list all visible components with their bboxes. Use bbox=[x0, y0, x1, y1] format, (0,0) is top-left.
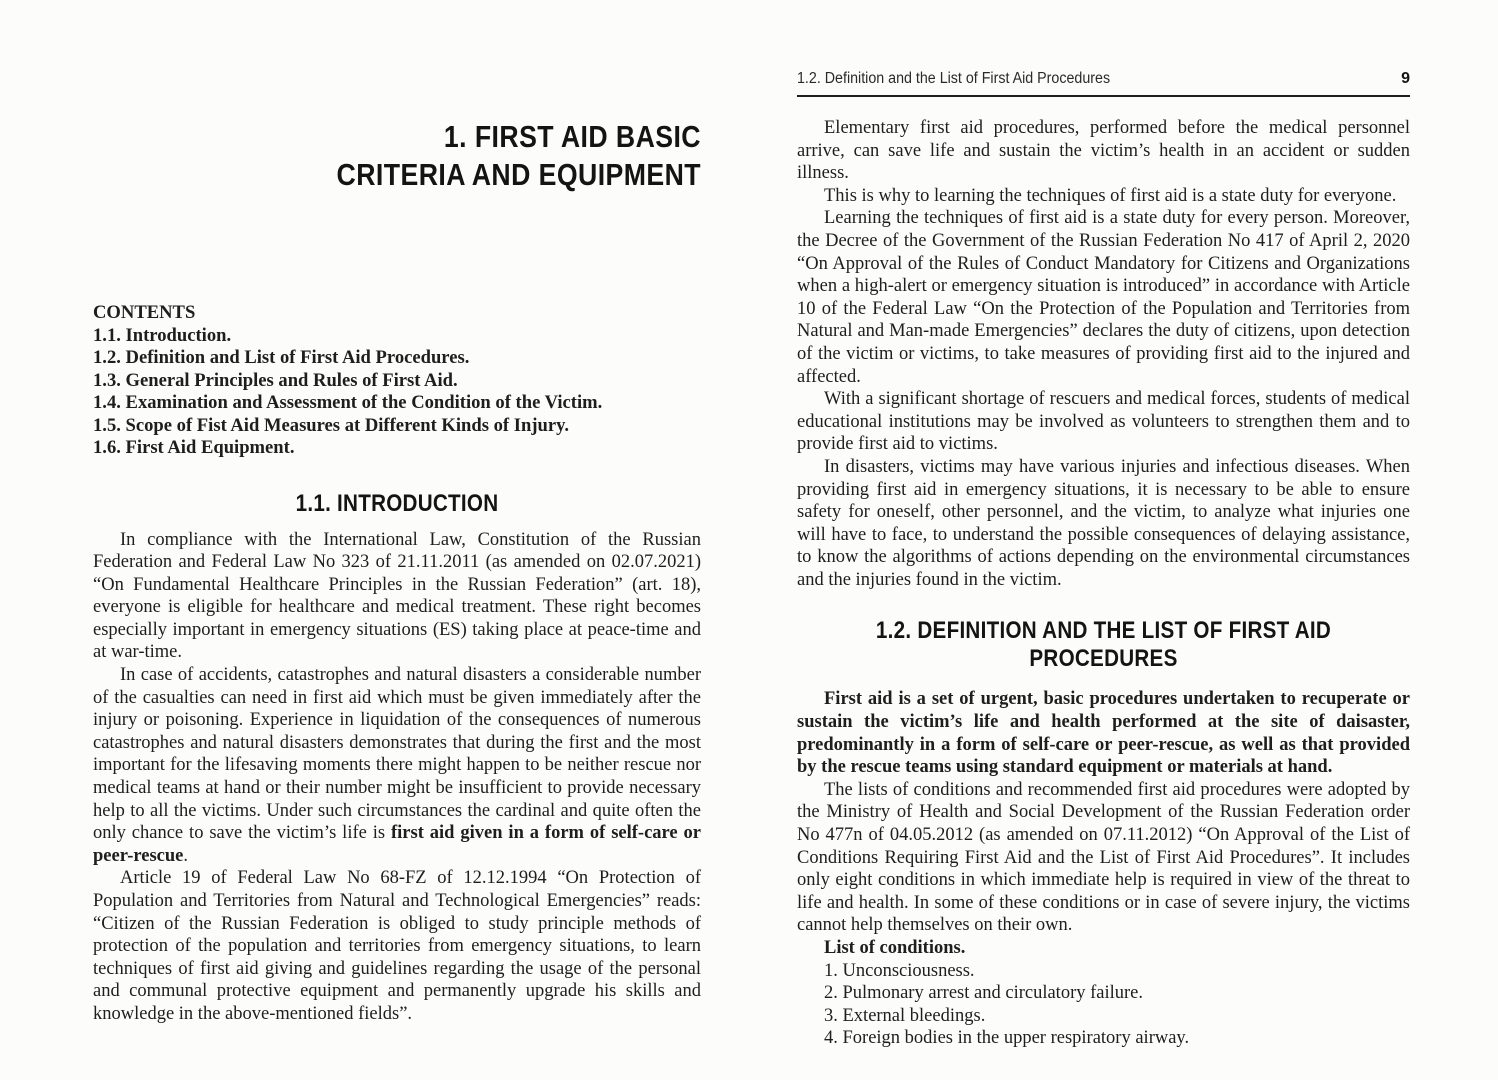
condition-item-4: 4. Foreign bodies in the upper respiratory airway. bbox=[824, 1028, 1190, 1049]
condition-item-1: 1. Unconsciousness. bbox=[824, 960, 975, 981]
contents-item-1-3: 1.3. General Principles and Rules of First Aid. bbox=[93, 369, 458, 391]
paragraph-accidents-text: In case of accidents, catastrophes and natural disasters a considerable number of the casualties can need in first aid which must be given immediately after the injury or poisoning. Experience in liquidation of the consequences of numerous catastrophes and natural disasters demonstrates that during the first and the most important for the lifesaving moments there might happen to be neither rescue nor medical teams at hand or their number might be insufficient to provide necessary help to all the victims. Under such circumstances the cardinal and quite often the only chance to save the victim’s life is bbox=[93, 665, 701, 844]
contents-item-1-6: 1.6. First Aid Equipment. bbox=[93, 437, 295, 458]
paragraph-accidents bbox=[93, 664, 701, 867]
paragraph-order-477n: The lists of conditions and recommended first aid procedures were adopted by the Ministry of Health and Social Development of the Russian Federation order No 477n of 04.05.2012 (as amended on 07.11.2012) “On Approval of the List of Conditions Requiring First Aid and the List of First Aid Procedures”. It includes only eight conditions in which immediate help is required in view of the threat to life and health. In some of these conditions or in case of severe injury, the victims cannot help themselves on their own. bbox=[797, 779, 1410, 936]
chapter-title bbox=[178, 118, 701, 194]
section-heading-definition: 1.2. DEFINITION AND THE LIST OF FIRST AID PROCEDURES bbox=[875, 617, 1332, 673]
condition-item-2: 2. Pulmonary arrest and circulatory failure. bbox=[824, 983, 1144, 1004]
running-header bbox=[797, 70, 1410, 97]
contents-item-1-5: 1.5. Scope of Fist Aid Measures at Different Kinds of Injury. bbox=[93, 414, 570, 436]
paragraph-accidents-bold-phrase: first aid given in a form of self-care or peer-rescue bbox=[93, 823, 701, 866]
running-header-title: 1.2. Definition and the List of First Aid Procedures bbox=[797, 70, 1111, 87]
paragraph-decree-417: Learning the techniques of first aid is a state duty for every person. Moreover, the Decree of the Government of the Russian Federation No 417 of April 2, 2020 “On Approval of the Rules of Conduct Mandatory for Citizens and Organizations when a high-alert or emergency situation is introduced” in accordance with Article 10 of the Federal Law “On the Protection of the Population and Territories from Natural and Man-made Emergencies” declares the duty of citizens, upon detection of the victim or victims, to take measures of providing first aid to the injured and affected. bbox=[797, 208, 1410, 387]
right-page bbox=[797, 0, 1410, 1050]
paragraph-state-duty: This is why to learning the techniques of first aid is a state duty for everyone. bbox=[824, 185, 1397, 206]
paragraph-elementary: Elementary first aid procedures, performed before the medical personnel arrive, can save life and sustain the victim’s health in an accident or sudden illness. bbox=[797, 118, 1410, 184]
conditions-list-label: List of conditions. bbox=[824, 938, 966, 958]
left-page bbox=[93, 0, 701, 1026]
chapter-title-line1: 1. FIRST AID BASIC bbox=[443, 119, 701, 154]
section-heading-introduction: 1.1. INTRODUCTION bbox=[295, 489, 499, 517]
paragraph-compliance: In compliance with the International Law, Constitution of the Russian Federation and Federal Law No 323 of 21.11.2011 (as amended on 02.07.2021) “On Fundamental Healthcare Principles in the Russian Federation” (art. 18), everyone is eligible for healthcare and medical treatment. These right becomes especially important in emergency situations (ES) taking place at peace-time and at war-time. bbox=[93, 529, 701, 663]
paragraph-volunteers: With a significant shortage of rescuers and medical forces, students of medical educational institutions may be involved as volunteers to strengthen them and to provide first aid to victims. bbox=[797, 389, 1410, 455]
paragraph-first-aid-definition: First aid is a set of urgent, basic procedures undertaken to recuperate or sustain the victim’s life and health performed at the site of daisaster, predominantly in a form of self-care or peer-rescue, as well as that provided by the rescue teams using standard equipment or materials at hand. bbox=[797, 689, 1410, 778]
left-page-body bbox=[93, 529, 701, 1026]
contents-item-1-1: 1.1. Introduction. bbox=[93, 324, 232, 346]
paragraph-article19: Article 19 of Federal Law No 68-FZ of 12.12.1994 “On Protection of Population and Territories from Natural and Technological Emergencies” reads: “Citizen of the Russian Federation is obliged to study principle methods of protection of the population and territories from emergency situations, to learn techniques of first aid giving and guidelines regarding the usage of the personal and communal protective equipment and permanently upgrade his skills and knowledge in the above-mentioned fields”. bbox=[93, 868, 701, 1024]
contents-label: CONTENTS bbox=[93, 302, 196, 323]
condition-item-3: 3. External bleedings. bbox=[824, 1005, 986, 1026]
right-page-body bbox=[797, 117, 1410, 1050]
contents-item-1-2: 1.2. Definition and List of First Aid Procedures. bbox=[93, 347, 470, 368]
paragraph-disasters: In disasters, victims may have various injuries and infectious diseases. When providing first aid in emergency situations, it is necessary to be able to ensure safety for oneself, other personnel, and the victim, to analyze what injuries one will have to face, to understand the possible consequences of delaying assistance, to know the algorithms of actions depending on the environmental circumstances and the injuries found in the victim. bbox=[797, 456, 1410, 590]
contents-block bbox=[93, 302, 701, 460]
page-number: 9 bbox=[1401, 70, 1410, 87]
contents-item-1-4: 1.4. Examination and Assessment of the Condition of the Victim. bbox=[93, 392, 603, 413]
chapter-title-line2: CRITERIA AND EQUIPMENT bbox=[336, 157, 701, 192]
paragraph-accidents-period: . bbox=[183, 845, 189, 866]
